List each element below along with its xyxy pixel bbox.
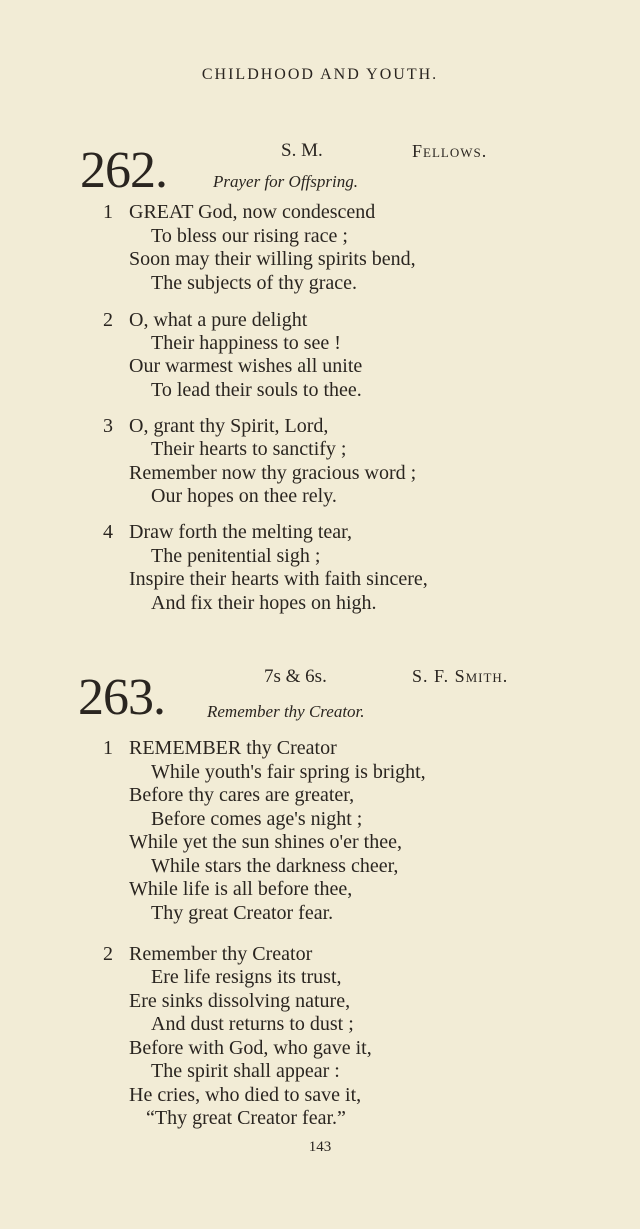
- verse-line: While stars the darkness cheer,: [151, 855, 399, 877]
- hymn-composer: S. F. Smith.: [412, 666, 509, 686]
- verse-line: Soon may their willing spirits bend,: [129, 248, 416, 270]
- verse-line: Remember now thy gracious word ;: [129, 462, 417, 484]
- verse-line: He cries, who died to save it,: [129, 1084, 362, 1106]
- verse-line: Remember thy Creator: [129, 943, 313, 965]
- running-head: CHILDHOOD AND YOUTH.: [201, 66, 439, 83]
- page-number: 143: [308, 1139, 332, 1155]
- verse-line: O, grant thy Spirit, Lord,: [129, 415, 329, 437]
- hymn-meter: 7s & 6s.: [264, 666, 327, 687]
- hymn-number: 262.: [80, 142, 167, 199]
- verse-line: Inspire their hearts with faith sincere,: [129, 568, 428, 590]
- verse-line: “Thy great Creator fear.”: [146, 1107, 346, 1129]
- verse-line: And dust returns to dust ;: [151, 1013, 354, 1035]
- stanza-number: 2: [103, 943, 113, 965]
- hymn-meter: S. M.: [281, 140, 323, 161]
- verse-line: While youth's fair spring is bright,: [151, 761, 426, 783]
- verse-line: Before thy cares are greater,: [129, 784, 355, 806]
- verse-line: Their hearts to sanctify ;: [151, 438, 347, 460]
- verse-line: Before comes age's night ;: [151, 808, 363, 830]
- verse-line: The penitential sigh ;: [151, 545, 321, 567]
- verse-line: Ere sinks dissolving nature,: [129, 990, 351, 1012]
- hymn-subtitle: Remember thy Creator.: [207, 702, 365, 721]
- verse-line: While yet the sun shines o'er thee,: [129, 831, 402, 853]
- verse-line: O, what a pure delight: [129, 309, 308, 331]
- verse-line: The spirit shall appear :: [151, 1060, 340, 1082]
- verse-line: REMEMBER thy Creator: [129, 737, 337, 759]
- stanza-number: 1: [103, 201, 113, 223]
- stanza-number: 4: [103, 521, 113, 543]
- verse-line: Thy great Creator fear.: [151, 902, 334, 924]
- stanza-number: 1: [103, 737, 113, 759]
- hymn-composer: Fellows.: [412, 141, 488, 161]
- verse-line: The subjects of thy grace.: [151, 272, 358, 294]
- verse-line: And fix their hopes on high.: [151, 592, 377, 614]
- verse-line: To bless our rising race ;: [151, 225, 348, 247]
- hymn-subtitle: Prayer for Offspring.: [213, 172, 358, 191]
- verse-line: Ere life resigns its trust,: [151, 966, 342, 988]
- stanza-number: 2: [103, 309, 113, 331]
- verse-line: While life is all before thee,: [129, 878, 353, 900]
- stanza-number: 3: [103, 415, 113, 437]
- verse-line: GREAT God, now condescend: [129, 201, 376, 223]
- verse-line: Draw forth the melting tear,: [129, 521, 353, 543]
- verse-line: To lead their souls to thee.: [151, 379, 362, 401]
- verse-line: Their happiness to see !: [151, 332, 341, 354]
- hymn-number: 263.: [78, 669, 165, 726]
- verse-line: Our hopes on thee rely.: [151, 485, 337, 507]
- verse-line: Our warmest wishes all unite: [129, 355, 363, 377]
- verse-line: Before with God, who gave it,: [129, 1037, 372, 1059]
